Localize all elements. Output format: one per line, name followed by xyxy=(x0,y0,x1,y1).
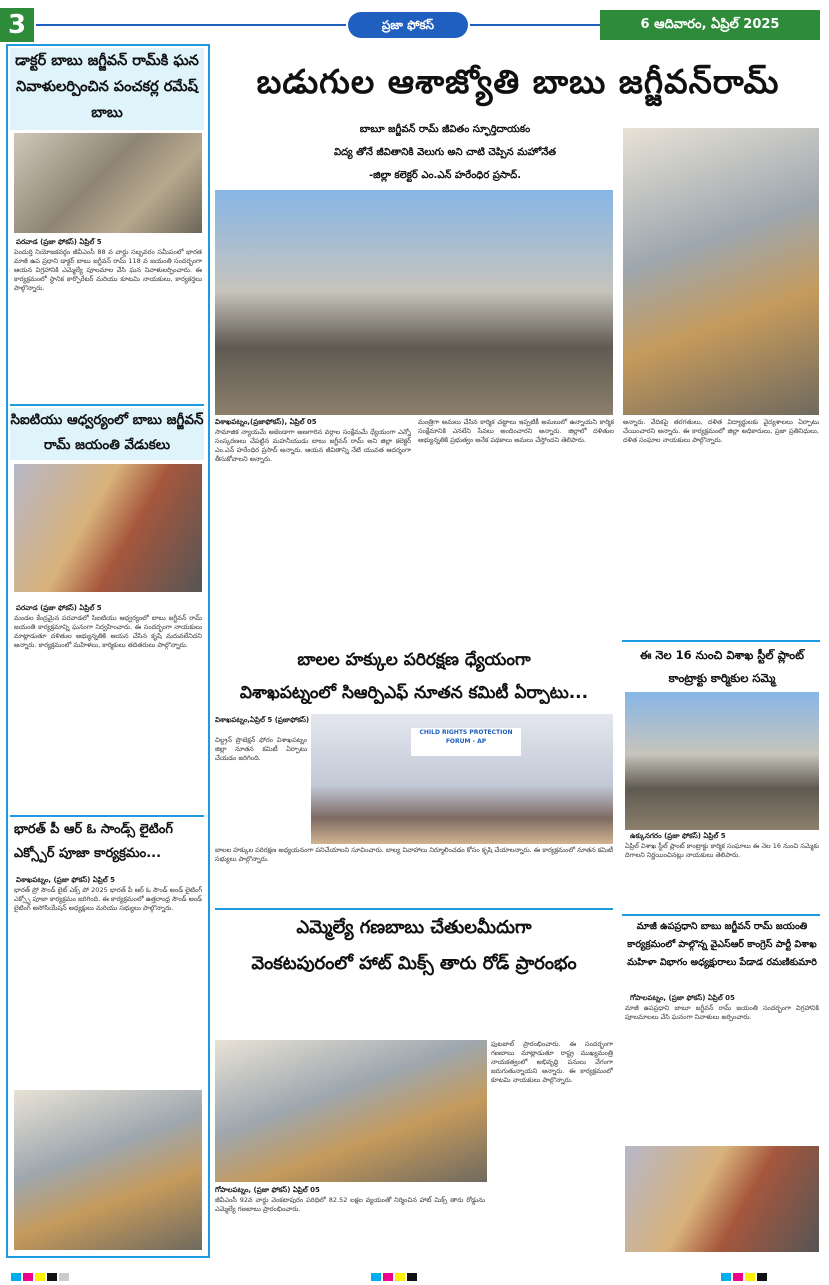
color-swatches-right xyxy=(720,1266,768,1285)
divider xyxy=(10,815,204,817)
ysrcp-body: మాజీ ఉపప్రధాని బాబూ జగ్జీవన్ రామ్ జయంతి సందర్భంగా విగ్రహానికి పూలమాలలు వేసి ఘనంగా నివాళులు అర్పించారు. xyxy=(625,1004,819,1021)
story1-headline: డాక్టర్ బాబు జగ్జీవన్ రామ్‌కి ఘన నివాళులర్పించిన పంచకర్ల రమేష్ బాబు xyxy=(10,48,204,130)
main-body-col1: సామాజిక న్యాయమే అజెండాగా అణగారిన వర్గాల సంక్షేమమే ధ్యేయంగా ఎన్నో సంస్కరణలు చేపట్టిన మహనీయుడు బాబు జగ్జీవన్ రామ్ అని జిల్లా కలెక్టర్ ఎం.ఎన్ హరేంధిర ప్రసాద్ అన్నారు. ఆయన జీవితాన్ని నేటి యువత ఆదర్శంగా తీసుకోవాలని అన్నారు. xyxy=(215,428,411,463)
ysrcp-headline: మాజీ ఉపప్రధాని బాబు జగ్జీవన్ రామ్ జయంతి కార్యక్రమంలో పాల్గొన్న వైఎస్ఆర్ కాంగ్రెస్ పార్టీ విశాఖ మహిళా విభాగం అధ్యక్షురాలు పేడాడ రమణికుమారి xyxy=(627,921,817,968)
crpf-photo xyxy=(311,714,613,844)
story3-photo xyxy=(14,1090,202,1250)
issue-date: 6 ఆదివారం, ఏప్రిల్ 2025 xyxy=(600,10,820,40)
bottom-headline-1: ఎమ్మెల్యే గణబాబు చేతులమీదుగా xyxy=(296,917,532,938)
story1-photo xyxy=(14,133,202,233)
main-body-col2: మంత్రిగా అమలు చేసిన కార్మిక చట్టాలు ఇప్పటికీ అమలులో ఉన్నాయని కార్మిక సంక్షేమానికి ఎనలేని సేవలు అందించారని అన్నారు. జిల్లాలో దళితుల అభ్యున్నతికి ప్రభుత్వం అనేక పథకాలు అమలు చేస్తోందని తెలిపారు. xyxy=(418,418,614,444)
bottom-dateline: గోపాలపట్నం, (ప్రజా ఫోకస్) ఏప్రిల్ 05 xyxy=(215,1186,320,1194)
main-headline: బడుగుల ఆశాజ్యోతి బాబు జగ్జీవన్‌రామ్ xyxy=(256,62,780,101)
divider xyxy=(622,640,820,642)
print-color-strip xyxy=(0,1262,829,1280)
steel-photo xyxy=(625,692,819,830)
main-deck xyxy=(275,118,615,188)
story3-headline: భారత్ పీ ఆర్ ఓ సాండ్స్ లైటింగ్ ఎక్స్పోర్ పూజా కార్యక్రమం... xyxy=(14,822,173,861)
main-body-col3: అన్నారు. వేదికపై తరగతులు, దళిత విద్యార్థులకు వైద్యశాలలు ఏర్పాటు చేయించారని అన్నారు. ఈ కార్యక్రమంలో జిల్లా అధికారులు, ప్రజా ప్రతినిధులు, దళిత సంఘాల నాయకులు పాల్గొన్నారు. xyxy=(623,418,819,444)
steel-dateline: ఉక్కునగరం (ప్రజా ఫోకస్) ఏప్రిల్ 5 xyxy=(630,832,726,840)
bottom-body-right: ఫుటబాల్ ప్రారంభించారు. ఈ సందర్భంగా గణబాబు మాట్లాడుతూ రాష్ట్ర ముఖ్యమంత్రి నాయకత్వంలో అభివృద్ధి పనులు వేగంగా జరుగుతున్నాయని అన్నారు. ఈ కార్యక్రమంలో కూటమి నాయకులు పాల్గొన్నారు. xyxy=(491,1040,613,1084)
story3-dateline: విశాఖపట్నం, (ప్రజా ఫోకస్) ఏప్రిల్ 5 xyxy=(16,876,116,884)
masthead: ప్రజా ఫోకస్ xyxy=(348,12,468,38)
header-rule-left xyxy=(36,24,346,26)
story1-body: పెందుర్తి నియోజకవర్గం జీవీఎంసీ 88 వ వార్డు సబ్బవరం సమీపంలో భారత మాజీ ఉప ప్రధాని డాక్టర్ బాబు జగ్జీవన్ రామ్ 118 వ జయంతి సందర్భంగా ఆయన విగ్రహానికి ఎమ్మెల్యే పూలమాల వేసి ఘన నివాళులర్పించారు. ఈ కార్యక్రమంలో స్థానిక కార్పొరేటర్ మరియు కూటమి నాయకులు, కార్యకర్తలు పాల్గొన్నారు. xyxy=(14,248,202,292)
steel-headline: ఈ నెల 16 నుంచి విశాఖ స్టీల్ ప్లాంట్ కాంట్రాక్టు కార్మికుల సమ్మె xyxy=(639,648,805,685)
page-header xyxy=(0,0,829,48)
crpf-headline xyxy=(215,644,613,714)
crpf-body: బాలల హక్కుల పరిరక్షణ అధ్యయనంగా పనిచేయాలని సూచించారు. బాల్య వివాహాలు నిర్మూలించడం కోసం కృషి చేయాలన్నారు. ఈ కార్యక్రమంలో నూతన కమిటీ సభ్యులు పాల్గొన్నారు. xyxy=(215,846,613,863)
bottom-headline-2: వెంకటపురంలో హాట్ మిక్స్ తారు రోడ్ ప్రారంభం xyxy=(251,953,577,974)
story1-dateline: పరవాడ (ప్రజా ఫోకస్) ఏప్రిల్ 5 xyxy=(16,238,102,246)
story2-body: మండల కేంద్రమైన పరవాడలో సిఐటియు ఆధ్వర్యంలో బాబు జగ్జీవన్ రామ్ జయంతి కార్యక్రమాన్ని ఘనంగా నిర్వహించారు. ఈ సందర్భంగా నాయకులు మాట్లాడుతూ దళితుల అభ్యున్నతికి ఆయన చేసిన కృషి మరువలేనిదని అన్నారు. కార్యక్రమంలో మహిళలు, కార్మికులు తదితరులు పాల్గొన్నారు. xyxy=(14,614,202,649)
deck-line-2: విద్య తోనే జీవితానికి వెలుగు అని చాటి చెప్పిన మహోనేత xyxy=(333,147,557,158)
crpf-banner: CHILD RIGHTS PROTECTION FORUM - AP xyxy=(411,728,521,756)
deck-line-1: బాబూ జగ్జీవన్ రామ్ జీవితం స్ఫూర్తిదాయకం xyxy=(359,124,531,135)
color-swatches-center xyxy=(370,1266,418,1285)
header-rule-right xyxy=(470,24,600,26)
ysrcp-photo xyxy=(625,1146,819,1252)
main-photo-group xyxy=(215,190,613,415)
divider xyxy=(622,914,820,916)
color-swatches-left xyxy=(10,1266,70,1285)
divider xyxy=(10,404,204,406)
story2-photo xyxy=(14,464,202,592)
ysrcp-dateline: గోపాలపట్నం, (ప్రజా ఫోకస్) ఏప్రిల్ 05 xyxy=(630,994,735,1002)
crpf-dateline: విశాఖపట్నం,ఏప్రిల్ 5 (ప్రజాఫోకస్) xyxy=(215,716,310,724)
deck-line-3: -జిల్లా కలెక్టర్ ఎం.ఎన్ హరేంధిర ప్రసాద్. xyxy=(368,170,522,181)
story3-body: భారత్ ప్రో సౌండ్ లైట్ ఎక్స్ పో 2025 భారత్ పీ ఆర్ ఓ సౌండ్ అండ్ లైటింగ్ ఎక్స్పో పూజా కార్యక్రమం జరిగింది. ఈ కార్యక్రమంలో ఉత్తరాంధ్ర సౌండ్ అండ్ లైటింగ్ అసోసియేషన్ అధ్యక్షులు మరియు సభ్యులు పాల్గొన్నారు. xyxy=(14,886,202,912)
bottom-photo xyxy=(215,1040,487,1182)
main-dateline: విశాఖపట్నం,(ప్రజాఫోకస్), ఏప్రిల్ 05 xyxy=(215,418,317,426)
story2-dateline: పరవాడ (ప్రజా ఫోకస్) ఏప్రిల్ 5 xyxy=(16,604,102,612)
page-number: 3 xyxy=(0,8,34,42)
bottom-body-left: జీవీఎంసీ 92వ వార్డు వెంకటాపురం పరిధిలో 82.52 లక్షల వ్యయంతో నిర్మించిన హాట్ మిక్స్ తారు రోడ్డును ఎమ్మెల్యే గణబాబు ప్రారంభించారు. xyxy=(215,1196,485,1213)
main-photo-statue xyxy=(623,128,819,415)
bottom-headline xyxy=(215,910,613,986)
crpf-headline-2: విశాఖపట్నంలో సిఆర్పిఎఫ్ నూతన కమిటీ ఏర్పాటు... xyxy=(239,683,589,703)
crpf-headline-1: బాలల హక్కుల పరిరక్షణ ధ్యేయంగా xyxy=(297,650,531,670)
crpf-body-left: చిల్డ్రన్ ప్రొటెక్షన్ ఫోరం విశాఖపట్నం జిల్లా నూతన కమిటీ ఏర్పాటు చేయడం జరిగింది. xyxy=(215,736,307,762)
steel-body: ఏప్రిల్ విశాఖ స్టీల్ ప్లాంట్ కాంట్రాక్టు కార్మిక సంఘాలు ఈ నెల 16 నుంచి సమ్మెకు దిగాలని నిర్ణయించినట్లు నాయకులు తెలిపారు. xyxy=(625,842,819,859)
story2-headline: సిఐటియు ఆధ్వర్యంలో బాబు జగ్జీవన్ రామ్ జయంతి వేడుకలు xyxy=(10,408,204,460)
